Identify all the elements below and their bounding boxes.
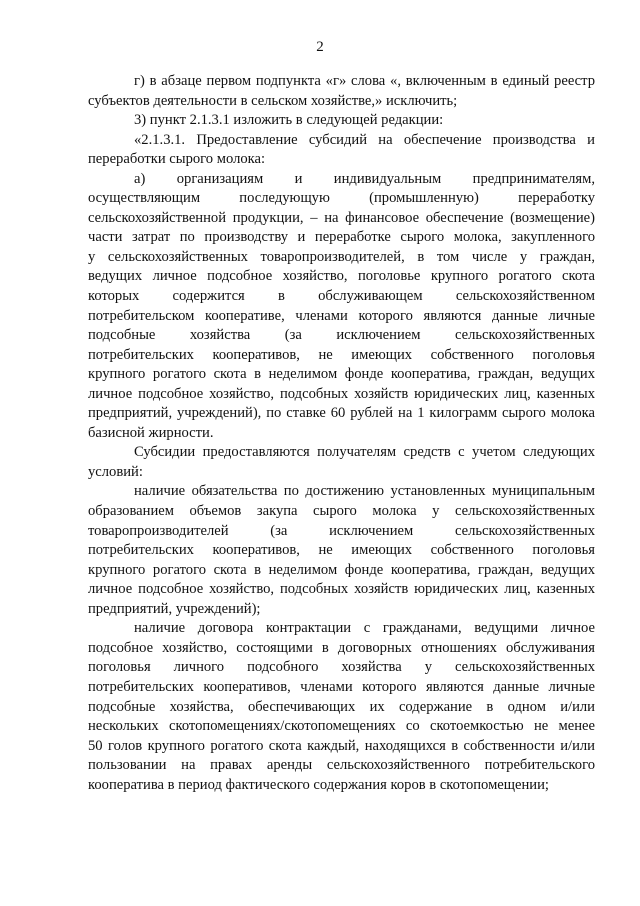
text-line: которых содержится в обслуживающем сельскохозяйственном xyxy=(88,288,595,305)
text-line: «2.1.3.1. Предоставление субсидий на обеспечение производства и xyxy=(134,131,595,148)
text-line: 50 голов крупного рогатого скота каждый, находящихся в собственности и/или xyxy=(88,737,595,754)
text-line: субъектов деятельности в сельском хозяйстве,» исключить; xyxy=(88,92,458,109)
paragraph xyxy=(88,72,595,111)
text-line: крупного рогатого скота в неделимом фонде кооператива, граждан, ведущих xyxy=(88,561,595,578)
text-line: потребительском кооперативе, членами которого являются данные личные xyxy=(88,307,595,324)
text-line: наличие договора контрактации с гражданами, ведущими личное xyxy=(134,620,595,637)
text-line: у сельскохозяйственных товаропроизводителей, в том числе у граждан, xyxy=(88,248,595,265)
text-line: пользовании на правах аренды сельскохозяйственного потребительского xyxy=(88,757,595,774)
text-line: личное подсобное хозяйство, подсобных хозяйств юридических лиц, казенных xyxy=(88,385,595,402)
text-line: ведущих личное подсобное хозяйство, поголовье крупного рогатого скота xyxy=(88,268,595,285)
paragraph xyxy=(88,482,595,619)
text-line: потребительских кооперативов, не имеющих собственного поголовья xyxy=(88,542,595,559)
text-line: нескольких скотопомещениях/скотопомещениях со скотоемкостью не менее xyxy=(88,718,595,735)
text-line: части затрат по производству и переработке сырого молока, закупленного xyxy=(88,229,595,246)
text-line: предприятий, учреждений), по ставке 60 рублей на 1 килограмм сырого молока xyxy=(88,405,595,422)
text-line: переработки сырого молока: xyxy=(88,151,266,168)
page-number: 2 xyxy=(316,39,324,55)
paragraph xyxy=(88,443,595,482)
text-line: условий: xyxy=(88,463,143,480)
text-line: потребительских кооперативов, не имеющих собственного поголовья xyxy=(88,346,595,363)
text-line: г) в абзаце первом подпункта «г» слова «, включенным в единый реестр xyxy=(134,73,595,89)
text-line: личное подсобное хозяйство, подсобных хозяйств юридических лиц, казенных xyxy=(88,581,595,598)
text-line: 3) пункт 2.1.3.1 изложить в следующей редакции: xyxy=(134,112,444,129)
text-line: кооператива в период фактического содержания коров в скотопомещении; xyxy=(88,776,549,793)
text-line: потребительских кооперативов, членами которого являются данные личные xyxy=(88,678,595,695)
text-line: поголовья личного подсобного хозяйства у сельскохозяйственных xyxy=(88,659,595,676)
text-line: товаропроизводителей (за исключением сельскохозяйственных xyxy=(88,522,595,539)
paragraph xyxy=(88,111,595,131)
text-line: подсобные хозяйства (за исключением сельскохозяйственных xyxy=(88,327,595,344)
text-line: наличие обязательства по достижению установленных муниципальным xyxy=(134,483,595,500)
paragraph xyxy=(88,619,595,795)
text-line: подсобное хозяйство, состоящими в договорных отношениях обслуживания xyxy=(88,639,595,656)
text-line: подсобные хозяйства, обеспечивающих их содержание в одном и/или xyxy=(88,698,595,715)
text-line: Субсидии предоставляются получателям средств с учетом следующих xyxy=(134,444,595,461)
text-line: предприятий, учреждений); xyxy=(88,600,261,617)
paragraph xyxy=(88,131,595,170)
document-body xyxy=(88,72,595,795)
paragraph xyxy=(88,170,595,444)
text-line: базисной жирности. xyxy=(88,424,214,441)
text-line: а) организациям и индивидуальным предпринимателям, xyxy=(134,170,595,187)
text-line: сельскохозяйственной продукции, – на финансовое обеспечение (возмещение) xyxy=(88,209,595,226)
text-line: образованием объемов закупа сырого молока у сельскохозяйственных xyxy=(88,503,595,520)
text-line: крупного рогатого скота в неделимом фонде кооператива, граждан, ведущих xyxy=(88,366,595,383)
text-line: осуществляющим последующую (промышленную) переработку xyxy=(88,190,595,207)
